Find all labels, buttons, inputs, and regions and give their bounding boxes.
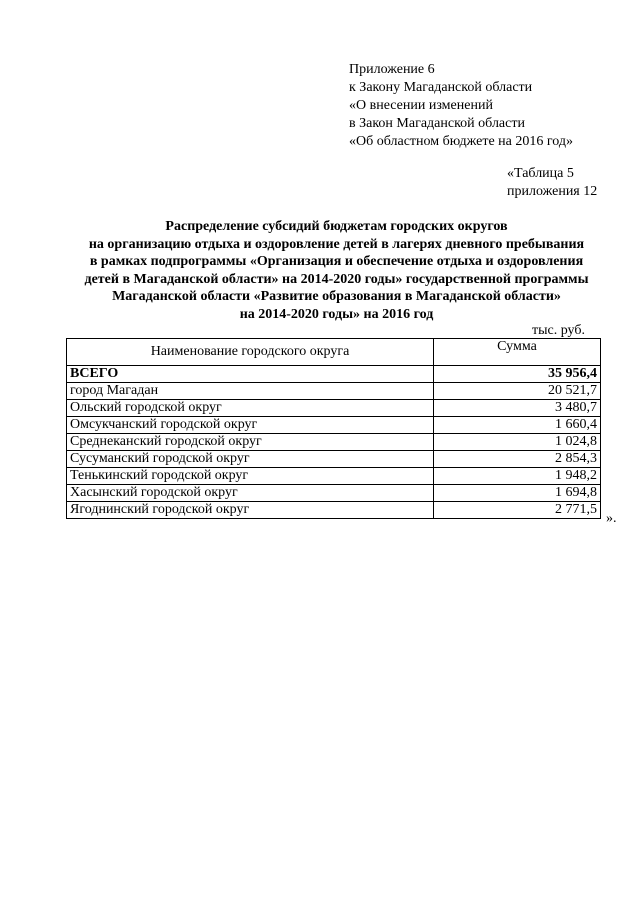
district-sum: 2 854,3 (434, 451, 601, 468)
annex-line: «О внесении изменений (349, 98, 493, 113)
table-row (67, 485, 601, 502)
district-sum: 20 521,7 (434, 383, 601, 400)
closing-quote-mark: ». (606, 511, 617, 526)
title-line: детей в Магаданской области» на 2014-2020 годы» государственной программы (84, 271, 589, 287)
annex-line: в Закон Магаданской области (349, 116, 525, 131)
total-label: ВСЕГО (67, 366, 434, 383)
title-line: в рамках подпрограммы «Организация и обеспечение отдыха и оздоровления (89, 254, 584, 269)
total-sum: 35 956,4 (434, 366, 601, 383)
table-reference (507, 165, 627, 201)
district-sum: 2 771,5 (434, 502, 601, 519)
district-name: город Магадан (67, 383, 434, 400)
district-name: Среднеканский городской округ (67, 434, 434, 451)
district-name: Омсукчанский городской округ (67, 417, 434, 434)
table-row (67, 502, 601, 519)
title-line: Распределение субсидий бюджетам городских округов (165, 219, 508, 234)
table-row (67, 383, 601, 400)
title-line: на 2014-2020 годы» на 2016 год (239, 306, 434, 322)
district-name: Ольский городской округ (67, 400, 434, 417)
table-reference-line: «Таблица 5 (507, 166, 574, 181)
annex-line: к Закону Магаданской области (349, 80, 533, 95)
district-sum: 3 480,7 (434, 400, 601, 417)
district-sum: 1 694,8 (434, 485, 601, 502)
table-row (67, 468, 601, 485)
units-label: тыс. руб. (532, 323, 585, 338)
district-name: Сусуманский городской округ (67, 451, 434, 468)
title-line: Магаданской области «Развитие образования в Магаданской области» (112, 289, 561, 304)
header-district-name: Наименование городского округа (67, 339, 434, 366)
title-line: на организацию отдыха и оздоровление детей в лагерях дневного пребывания (88, 236, 585, 252)
table-reference-line: приложения 12 (507, 184, 598, 199)
subsidy-table (66, 338, 601, 519)
table-row (67, 451, 601, 468)
table-row-total (67, 366, 601, 383)
district-name: Хасынский городской округ (67, 485, 434, 502)
table-row (67, 434, 601, 451)
district-sum: 1 948,2 (434, 468, 601, 485)
district-sum: 1 660,4 (434, 417, 601, 434)
table-row (67, 400, 601, 417)
district-sum: 1 024,8 (434, 434, 601, 451)
table-header-row (67, 339, 601, 366)
district-name: Тенькинский городской округ (67, 468, 434, 485)
document-title (40, 218, 633, 323)
annex-line: Приложение 6 (349, 62, 435, 77)
header-sum: Сумма (434, 339, 601, 366)
annex-line: «Об областном бюджете на 2016 год» (349, 134, 573, 149)
annex-header (349, 61, 629, 151)
district-name: Ягоднинский городской округ (67, 502, 434, 519)
table-row (67, 417, 601, 434)
